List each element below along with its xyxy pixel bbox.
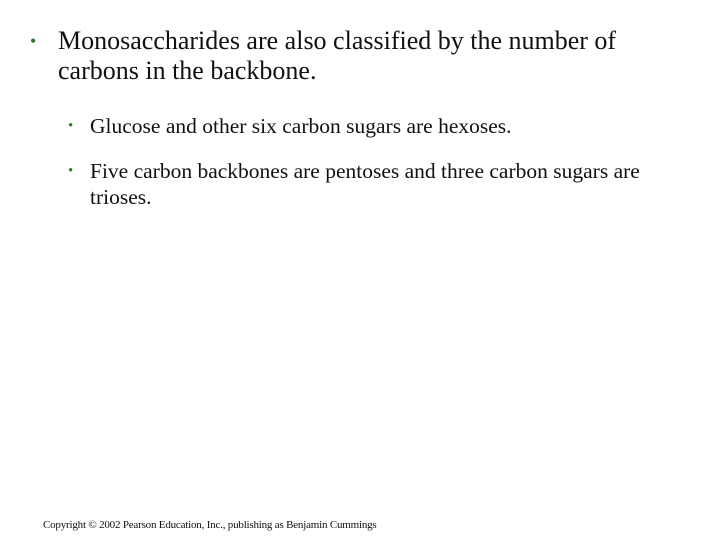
bullet-marker: • (30, 31, 37, 51)
sub-bullet-item-hexoses (68, 113, 688, 139)
main-bullet-item (30, 26, 690, 86)
bullet-marker: • (68, 118, 74, 134)
bullet-marker: • (68, 163, 74, 179)
main-bullet-text: Monosaccharides are also classified by the number of carbons in the backbone. (58, 26, 617, 85)
sub-bullet-text: Glucose and other six carbon sugars are hexoses. (90, 114, 512, 138)
sub-bullet-text: Five carbon backbones are pentoses and three carbon sugars are trioses. (90, 159, 640, 209)
copyright-footer: Copyright © 2002 Pearson Education, Inc., publishing as Benjamin Cummings (43, 519, 377, 531)
sub-bullet-item-pentoses (68, 158, 688, 210)
